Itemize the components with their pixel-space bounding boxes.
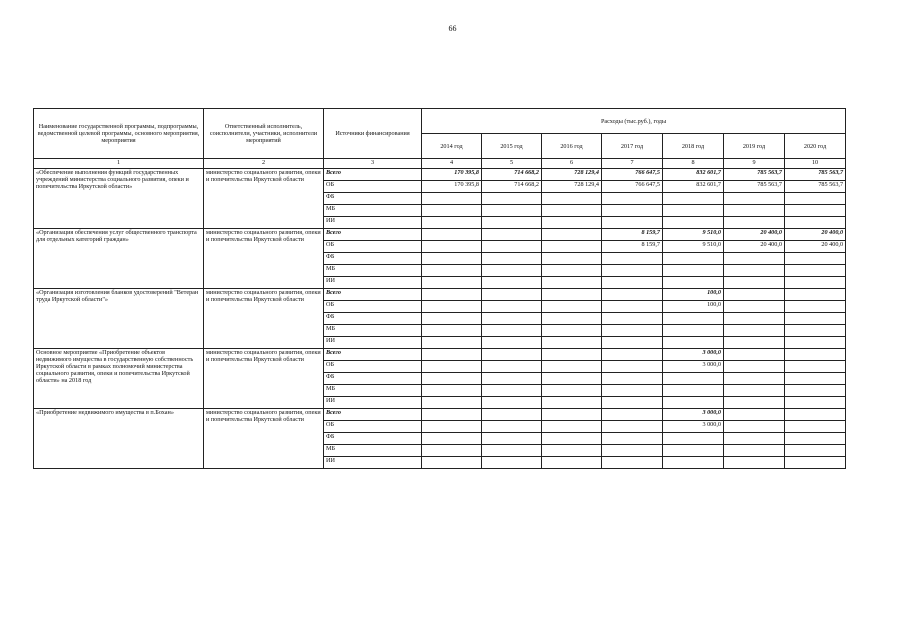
expense-value (724, 421, 785, 433)
expense-value (542, 193, 602, 205)
header-executor: Ответственный исполнитель, соисполнители, участники, исполнители мероприятий (204, 109, 324, 159)
expense-value (602, 205, 663, 217)
expense-value (542, 265, 602, 277)
expense-value: 3 000,0 (663, 409, 724, 421)
expense-value (602, 301, 663, 313)
expense-value (663, 265, 724, 277)
expense-value (422, 241, 482, 253)
expense-value: 785 563,7 (724, 169, 785, 181)
expense-value (422, 217, 482, 229)
column-number: 9 (724, 159, 785, 169)
expense-value (663, 433, 724, 445)
expense-value (482, 301, 542, 313)
funding-source: Всего (324, 289, 422, 301)
expense-value (542, 277, 602, 289)
activity-executor: министерство социального развития, опеки и попечительства Иркутской области (204, 289, 324, 349)
table-row (34, 409, 846, 421)
expense-value (602, 217, 663, 229)
expense-value: 8 159,7 (602, 229, 663, 241)
expense-value (422, 337, 482, 349)
expense-value (422, 385, 482, 397)
expense-value (482, 397, 542, 409)
expense-value (422, 433, 482, 445)
expense-value (663, 313, 724, 325)
expense-value (724, 337, 785, 349)
expense-value (724, 289, 785, 301)
activity-executor: министерство социального развития, опеки и попечительства Иркутской области (204, 229, 324, 289)
expense-value (785, 457, 846, 469)
expenses-table (33, 108, 846, 469)
expense-value (785, 277, 846, 289)
expense-value (663, 457, 724, 469)
expense-value (602, 385, 663, 397)
funding-source: ФБ (324, 433, 422, 445)
expense-value (785, 373, 846, 385)
expense-value (602, 325, 663, 337)
expense-value (602, 409, 663, 421)
expense-value (785, 445, 846, 457)
expense-value (542, 421, 602, 433)
expense-value (785, 385, 846, 397)
header-year: 2015 год (482, 134, 542, 159)
expense-value (482, 205, 542, 217)
expense-value (422, 277, 482, 289)
expense-value (724, 193, 785, 205)
page-number: 66 (448, 24, 457, 33)
expense-value (602, 397, 663, 409)
funding-source: ФБ (324, 373, 422, 385)
expense-value (602, 253, 663, 265)
expense-value: 832 601,7 (663, 181, 724, 193)
funding-source: Всего (324, 229, 422, 241)
expense-value (542, 385, 602, 397)
expense-value (663, 205, 724, 217)
expense-value (724, 301, 785, 313)
funding-source: ИИ (324, 217, 422, 229)
expense-value (542, 205, 602, 217)
expense-value (785, 397, 846, 409)
expense-value (422, 421, 482, 433)
expense-value (542, 253, 602, 265)
expense-value (422, 253, 482, 265)
header-year: 2014 год (422, 134, 482, 159)
activity-name: «Приобретение недвижимого имущества в п.Бохан» (34, 409, 204, 469)
activity-executor: министерство социального развития, опеки и попечительства Иркутской области (204, 349, 324, 409)
expense-value (422, 457, 482, 469)
expense-value (724, 445, 785, 457)
expense-value (663, 397, 724, 409)
expense-value (482, 445, 542, 457)
column-number: 3 (324, 159, 422, 169)
expense-value (542, 409, 602, 421)
funding-source: ИИ (324, 457, 422, 469)
header-year: 2018 год (663, 134, 724, 159)
header-year: 2020 год (785, 134, 846, 159)
expense-value (724, 253, 785, 265)
activity-executor: министерство социального развития, опеки и попечительства Иркутской области (204, 169, 324, 229)
table-row (34, 349, 846, 361)
expense-value (482, 373, 542, 385)
expense-value (482, 385, 542, 397)
expense-value (785, 349, 846, 361)
expense-value: 766 647,5 (602, 169, 663, 181)
table-row (34, 169, 846, 181)
expense-value: 170 395,8 (422, 181, 482, 193)
expense-value (422, 445, 482, 457)
expense-value (602, 289, 663, 301)
expense-value (785, 289, 846, 301)
expense-value (602, 421, 663, 433)
expense-value (724, 385, 785, 397)
expense-value (482, 421, 542, 433)
expense-value (542, 445, 602, 457)
expense-value (542, 217, 602, 229)
expense-value: 714 668,2 (482, 169, 542, 181)
expense-value (482, 457, 542, 469)
expense-value (785, 253, 846, 265)
expense-value (602, 265, 663, 277)
funding-source: ОБ (324, 301, 422, 313)
funding-source: МБ (324, 205, 422, 217)
funding-source: ФБ (324, 313, 422, 325)
expense-value (663, 373, 724, 385)
expense-value (602, 337, 663, 349)
funding-source: ФБ (324, 253, 422, 265)
header-source: Источники финансирования (324, 109, 422, 159)
expense-value: 714 668,2 (482, 181, 542, 193)
expense-value (482, 277, 542, 289)
expense-value (663, 277, 724, 289)
header-year: 2017 год (602, 134, 663, 159)
expense-value (482, 409, 542, 421)
expense-value (602, 445, 663, 457)
expense-value (542, 241, 602, 253)
expense-value (422, 325, 482, 337)
expense-value (542, 301, 602, 313)
expense-value: 8 159,7 (602, 241, 663, 253)
expense-value (482, 361, 542, 373)
funding-source: ОБ (324, 361, 422, 373)
expense-value: 100,0 (663, 289, 724, 301)
funding-source: ОБ (324, 421, 422, 433)
expense-value (663, 217, 724, 229)
funding-source: Всего (324, 349, 422, 361)
expense-value (482, 325, 542, 337)
funding-source: ИИ (324, 277, 422, 289)
expense-value (663, 325, 724, 337)
expense-value: 766 647,5 (602, 181, 663, 193)
column-number: 8 (663, 159, 724, 169)
expense-value (785, 265, 846, 277)
expense-value (542, 361, 602, 373)
activity-name: «Организация изготовления бланков удостоверений "Ветеран труда Иркутской области"» (34, 289, 204, 349)
expense-value (422, 301, 482, 313)
expense-value (542, 397, 602, 409)
expense-value (542, 229, 602, 241)
expense-value (542, 337, 602, 349)
expense-value (785, 217, 846, 229)
expense-value (724, 265, 785, 277)
expense-value (724, 349, 785, 361)
expense-value (482, 265, 542, 277)
expense-value (602, 349, 663, 361)
expense-value (663, 193, 724, 205)
expense-value (422, 397, 482, 409)
expense-value: 9 510,0 (663, 229, 724, 241)
expense-value: 9 510,0 (663, 241, 724, 253)
expense-value (602, 373, 663, 385)
expense-value: 170 395,8 (422, 169, 482, 181)
funding-source: Всего (324, 409, 422, 421)
expense-value (785, 421, 846, 433)
column-number: 10 (785, 159, 846, 169)
funding-source: МБ (324, 325, 422, 337)
funding-source: МБ (324, 385, 422, 397)
expense-value (542, 373, 602, 385)
expense-value (663, 445, 724, 457)
expense-value: 3 000,0 (663, 349, 724, 361)
funding-source: ОБ (324, 241, 422, 253)
expense-value (602, 277, 663, 289)
expense-value (724, 361, 785, 373)
expense-value: 728 129,4 (542, 169, 602, 181)
expense-value: 20 400,0 (724, 241, 785, 253)
expense-value: 728 129,4 (542, 181, 602, 193)
activity-name: Основное мероприятие «Приобретение объектов недвижимого имущества в государственную собственность Иркутской области в рамках полномочий министерства социального развития, опеки и попечительства Иркутской области» на 2018 год (34, 349, 204, 409)
expense-value (724, 397, 785, 409)
expense-value: 20 400,0 (785, 229, 846, 241)
expense-value (422, 361, 482, 373)
expense-value: 20 400,0 (724, 229, 785, 241)
expense-value (482, 337, 542, 349)
expense-value (785, 361, 846, 373)
expense-value (422, 289, 482, 301)
expense-value (602, 361, 663, 373)
expense-value (542, 325, 602, 337)
funding-source: МБ (324, 445, 422, 457)
column-number: 5 (482, 159, 542, 169)
column-number: 7 (602, 159, 663, 169)
expense-value (542, 289, 602, 301)
expense-value (482, 433, 542, 445)
expense-value: 3 000,0 (663, 361, 724, 373)
expense-value (785, 337, 846, 349)
expense-value (724, 457, 785, 469)
column-number: 2 (204, 159, 324, 169)
expense-value (542, 349, 602, 361)
expense-value (542, 457, 602, 469)
expense-value (542, 313, 602, 325)
expense-value (663, 385, 724, 397)
expense-value (542, 433, 602, 445)
expense-value (422, 349, 482, 361)
expense-value (785, 301, 846, 313)
expense-value (785, 313, 846, 325)
expense-value: 785 563,7 (724, 181, 785, 193)
expense-value (724, 409, 785, 421)
header-name: Наименование государственной программы, подпрограммы, ведомственной целевой программы, основного мероприятия, мероприятия (34, 109, 204, 159)
expense-value (785, 193, 846, 205)
expense-value (724, 277, 785, 289)
expense-value (602, 313, 663, 325)
expense-value (482, 313, 542, 325)
expense-value (785, 205, 846, 217)
expense-value (422, 373, 482, 385)
expense-value (602, 457, 663, 469)
expense-value (482, 193, 542, 205)
activity-name: «Обеспечение выполнения функций государственных учреждений министерства социального развития, опеки и попечительства Иркутской области» (34, 169, 204, 229)
expense-value: 832 601,7 (663, 169, 724, 181)
expense-value (482, 241, 542, 253)
funding-source: ОБ (324, 181, 422, 193)
expense-value: 3 000,0 (663, 421, 724, 433)
expense-value: 785 563,7 (785, 169, 846, 181)
expense-value (724, 433, 785, 445)
expense-value (785, 409, 846, 421)
funding-source: МБ (324, 265, 422, 277)
expense-value (602, 433, 663, 445)
expense-value (422, 205, 482, 217)
column-number: 1 (34, 159, 204, 169)
expense-value: 20 400,0 (785, 241, 846, 253)
expense-value (724, 325, 785, 337)
expense-value (663, 337, 724, 349)
activity-executor: министерство социального развития, опеки и попечительства Иркутской области (204, 409, 324, 469)
expense-value (602, 193, 663, 205)
expense-value (422, 409, 482, 421)
activity-name: «Организация обеспечения услуг общественного транспорта для отдельных категорий граждан» (34, 229, 204, 289)
expense-value (785, 325, 846, 337)
header-year: 2019 год (724, 134, 785, 159)
expense-value (482, 289, 542, 301)
expense-value (482, 349, 542, 361)
expense-value (663, 253, 724, 265)
funding-source: ИИ (324, 397, 422, 409)
expense-value (482, 217, 542, 229)
expense-value: 100,0 (663, 301, 724, 313)
expense-value (422, 229, 482, 241)
expense-value (724, 373, 785, 385)
header-expenses: Расходы (тыс.руб.), годы (422, 109, 846, 134)
expense-value (482, 253, 542, 265)
expense-value (724, 205, 785, 217)
column-number: 6 (542, 159, 602, 169)
expense-value: 785 563,7 (785, 181, 846, 193)
expense-value (422, 265, 482, 277)
expense-value (422, 193, 482, 205)
column-number: 4 (422, 159, 482, 169)
expense-value (422, 313, 482, 325)
table-row (34, 229, 846, 241)
header-year: 2016 год (542, 134, 602, 159)
expense-value (724, 313, 785, 325)
expense-value (724, 217, 785, 229)
expense-value (482, 229, 542, 241)
expense-value (785, 433, 846, 445)
funding-source: Всего (324, 169, 422, 181)
funding-source: ИИ (324, 337, 422, 349)
funding-source: ФБ (324, 193, 422, 205)
table-row (34, 289, 846, 301)
